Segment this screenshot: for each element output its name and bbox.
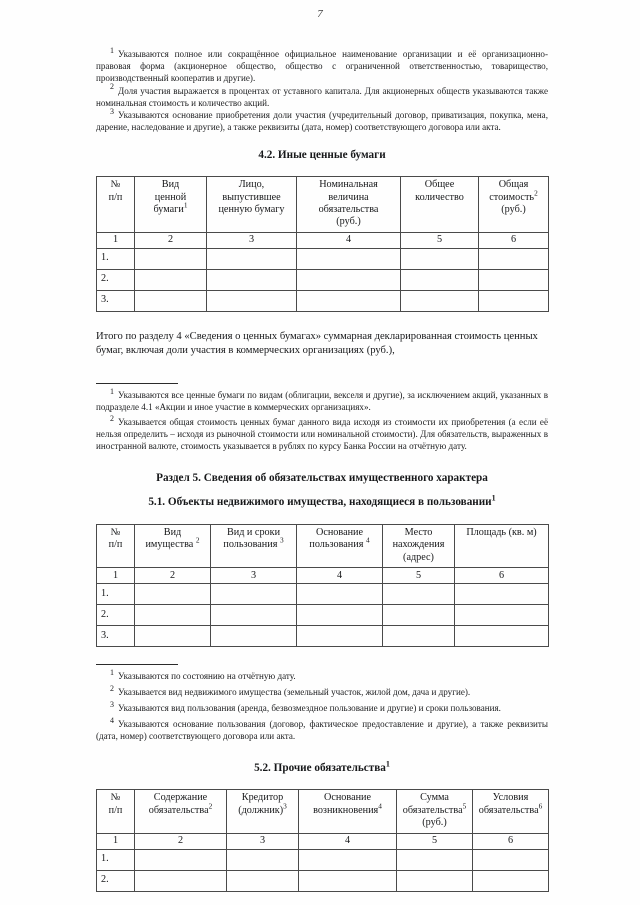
footnote-text: Указываются основание приобретения доли участия (учредительный договор, приватизация, покупка, мена, дарение, наследование и другие), а также реквизиты (дата, номер) соответствующего договора или акта. (96, 110, 548, 132)
section-title-5: Раздел 5. Сведения об обязательствах имущественного характера (156, 471, 488, 484)
footnotes-top (96, 45, 548, 133)
table-cell-empty[interactable] (455, 584, 549, 605)
table-cell: 5 (383, 568, 455, 584)
footnote-marker: 3 (110, 106, 114, 116)
table-cell: 4 (299, 833, 397, 849)
table-cell-empty[interactable] (297, 626, 383, 647)
table-4-2-other-securities (96, 176, 549, 312)
table-cell-empty[interactable] (479, 269, 549, 290)
table-cell-empty[interactable] (297, 605, 383, 626)
table-cell-empty[interactable] (383, 626, 455, 647)
table-cell: 5 (401, 232, 479, 248)
table-row (97, 269, 549, 290)
col-header-total-cost: Общая стоимость$^2$ (руб.) (479, 177, 549, 233)
footnote-ref: 1 (385, 759, 390, 769)
footnote-item (96, 389, 548, 413)
col-header-origination-basis: Основание возникновения$^4$ (299, 790, 397, 833)
footnote-ref: 5 (462, 801, 467, 811)
footnote-ref: 2 (195, 536, 200, 546)
footnotes-section-4-2 (96, 389, 548, 452)
col-header-issuer: Лицо, выпустившее ценную бумагу (207, 177, 297, 233)
table-cell: 2 (135, 232, 207, 248)
row-number: 3. (97, 290, 135, 311)
table-cell-empty[interactable] (135, 870, 227, 891)
col-header-obligation-terms: Условия обязательства$^6$ (473, 790, 549, 833)
subsection-title-4-2: 4.2. Иные ценные бумаги (258, 148, 386, 161)
footnote-text: Указываются по состоянию на отчётную дату. (118, 671, 296, 682)
table-cell-empty[interactable] (135, 269, 207, 290)
footnote-item (96, 416, 548, 452)
table-cell-empty[interactable] (383, 584, 455, 605)
table-cell-empty[interactable] (299, 849, 397, 870)
footnote-marker: 4 (110, 716, 114, 726)
row-number: 2. (97, 269, 135, 290)
col-header-property-type: Вид имущества $^2$ (135, 525, 211, 568)
footnote-ref: 1 (491, 493, 496, 503)
table-cell-empty[interactable] (135, 584, 211, 605)
row-number: 1. (97, 248, 135, 269)
table-cell: 2 (135, 568, 211, 584)
col-header-number: № п/п (97, 177, 135, 233)
footnote-item (96, 82, 548, 109)
footnote-marker: 3 (110, 700, 114, 710)
table-cell: 1 (97, 833, 135, 849)
table-cell: 6 (479, 232, 549, 248)
table-cell: 3 (227, 833, 299, 849)
table-5-2-other-obligations (96, 789, 549, 891)
footnote-item (96, 670, 548, 682)
footnote-marker: 2 (110, 82, 114, 92)
table-cell: 6 (455, 568, 549, 584)
footnote-item (96, 702, 548, 714)
table-numbering-row (97, 833, 549, 849)
table-cell-empty[interactable] (227, 849, 299, 870)
row-number: 1. (97, 849, 135, 870)
footnote-marker: 1 (110, 668, 114, 678)
table-cell-empty[interactable] (455, 626, 549, 647)
table-cell-empty[interactable] (135, 248, 207, 269)
table-cell-empty[interactable] (479, 290, 549, 311)
section-4-total-paragraph: Итого по разделу 4 «Сведения о ценных бумагах» суммарная декларированная стоимость ценных бумаг, включая доли участия в коммерческих организациях (руб.), (96, 330, 538, 357)
table-header-row (97, 790, 549, 833)
table-header-row (97, 177, 549, 233)
footnote-item (96, 45, 548, 84)
row-number: 1. (97, 584, 135, 605)
table-cell-empty[interactable] (207, 248, 297, 269)
footnote-text: Указываются все ценные бумаги по видам (облигации, векселя и другие), за исключением акций, указанных в подразделе 4.1 «Акции и иное участие в коммерческих организациях». (96, 390, 548, 413)
table-cell-empty[interactable] (401, 248, 479, 269)
footnote-ref: 3 (279, 536, 284, 546)
table-cell-empty[interactable] (297, 269, 401, 290)
table-row (97, 584, 549, 605)
footnotes-section-5-1 (96, 670, 548, 742)
table-cell-empty[interactable] (211, 605, 297, 626)
col-header-creditor-debtor: Кредитор (должник)$^3$ (227, 790, 299, 833)
table-row (97, 290, 549, 311)
table-numbering-row (97, 232, 549, 248)
table-row (97, 248, 549, 269)
footnote-text: Указываются вид пользования (аренда, безвозмездное пользование и другие) и сроки пользования. (118, 703, 501, 714)
col-header-obligation-sum: Сумма обязательства$^5$ (руб.) (397, 790, 473, 833)
col-header-area: Площадь (кв. м) (455, 525, 549, 568)
table-cell: 1 (97, 568, 135, 584)
col-header-number: № п/п (97, 525, 135, 568)
footnote-separator-rule (96, 664, 178, 665)
footnote-item (96, 106, 548, 133)
table-cell-empty[interactable] (297, 584, 383, 605)
table-cell-empty[interactable] (135, 626, 211, 647)
table-row (97, 849, 549, 870)
subsection-title-5-2: 5.2. Прочие обязательства$^1$ (254, 759, 390, 774)
col-header-use-type-terms: Вид и сроки пользования $^3$ (211, 525, 297, 568)
table-cell-empty[interactable] (455, 605, 549, 626)
footnote-ref: 4 (365, 536, 370, 546)
table-cell: 5 (397, 833, 473, 849)
table-numbering-row (97, 568, 549, 584)
footnote-marker: 2 (110, 414, 114, 424)
footnote-item (96, 718, 548, 742)
footnote-marker: 1 (110, 45, 114, 55)
table-row (97, 605, 549, 626)
table-5-1-real-estate-in-use (96, 524, 549, 647)
footnote-item (96, 686, 548, 698)
subsection-title-5-1: 5.1. Объекты недвижимого имущества, находящиеся в пользовании$^1$ (148, 493, 496, 509)
footnote-text: Указываются основание пользования (договор, фактическое предоставление и другие), а также реквизиты (дата, номер) соответствующего договора или акта. (96, 719, 548, 742)
table-cell: 4 (297, 232, 401, 248)
table-cell: 4 (297, 568, 383, 584)
table-cell: 3 (211, 568, 297, 584)
table-cell-empty[interactable] (297, 248, 401, 269)
row-number: 3. (97, 626, 135, 647)
footnote-ref: 4 (378, 801, 382, 811)
footnote-text: Указывается вид недвижимого имущества (земельный участок, жилой дом, дача и другие). (118, 687, 471, 698)
footnote-text: Указывается общая стоимость ценных бумаг данного вида исходя из стоимости их приобретения (а если её нельзя определить – исходя из рыночной стоимости или номинальной стоимости). Для обязательств, выраженных в иностранной валюте, стоимость указывается в рублях по курсу Банка России на отчётную дату. (96, 417, 548, 452)
footnote-separator-rule (96, 383, 178, 384)
table-cell: 3 (207, 232, 297, 248)
footnote-marker: 1 (110, 387, 114, 397)
table-cell-empty[interactable] (227, 870, 299, 891)
table-header-row (97, 525, 549, 568)
col-header-total-quantity: Общее количество (401, 177, 479, 233)
row-number: 2. (97, 605, 135, 626)
footnote-ref: 2 (208, 801, 213, 811)
table-cell-empty[interactable] (207, 269, 297, 290)
table-cell-empty[interactable] (135, 849, 227, 870)
table-cell-empty[interactable] (401, 290, 479, 311)
table-cell: 1 (97, 232, 135, 248)
footnote-ref: 6 (538, 801, 543, 811)
row-number: 2. (97, 870, 135, 891)
table-cell-empty[interactable] (135, 605, 211, 626)
col-header-nominal-value: Номинальная величина обязательства (руб.) (297, 177, 401, 233)
col-header-obligation-content: Содержание обязательства$^2$ (135, 790, 227, 833)
table-row (97, 626, 549, 647)
table-cell-empty[interactable] (299, 870, 397, 891)
table-cell-empty[interactable] (135, 290, 207, 311)
footnote-ref: 3 (283, 801, 287, 811)
table-cell: 2 (135, 833, 227, 849)
col-header-security-type: Вид ценной бумаги$^1$ (135, 177, 207, 233)
table-cell-empty[interactable] (479, 248, 549, 269)
col-header-number: № п/п (97, 790, 135, 833)
table-cell-empty[interactable] (207, 290, 297, 311)
table-row (97, 870, 549, 891)
col-header-location-address: Место нахождения (адрес) (383, 525, 455, 568)
table-cell: 6 (473, 833, 549, 849)
col-header-use-basis: Основание пользования $^4$ (297, 525, 383, 568)
footnote-text: Доля участия выражается в процентах от уставного капитала. Для акционерных обществ указываются также номинальная стоимость и количество акций. (96, 85, 548, 108)
table-cell-empty[interactable] (473, 870, 549, 891)
table-cell-empty[interactable] (401, 269, 479, 290)
page-number: 7 (317, 8, 323, 20)
footnote-marker: 2 (110, 684, 114, 694)
footnote-ref: 1 (183, 200, 188, 210)
footnote-ref: 2 (534, 188, 538, 198)
page-content (96, 0, 548, 892)
table-cell-empty[interactable] (473, 849, 549, 870)
table-cell-empty[interactable] (297, 290, 401, 311)
table-cell-empty[interactable] (397, 870, 473, 891)
table-cell-empty[interactable] (211, 626, 297, 647)
footnote-text: Указываются полное или сокращённое официальное наименование организации и её организационно-правовая форма (акционерное общество, общество с ограниченной ответственностью, товарищество, производственный кооператив и другие). (96, 49, 548, 83)
table-cell-empty[interactable] (383, 605, 455, 626)
table-cell-empty[interactable] (397, 849, 473, 870)
table-cell-empty[interactable] (211, 584, 297, 605)
